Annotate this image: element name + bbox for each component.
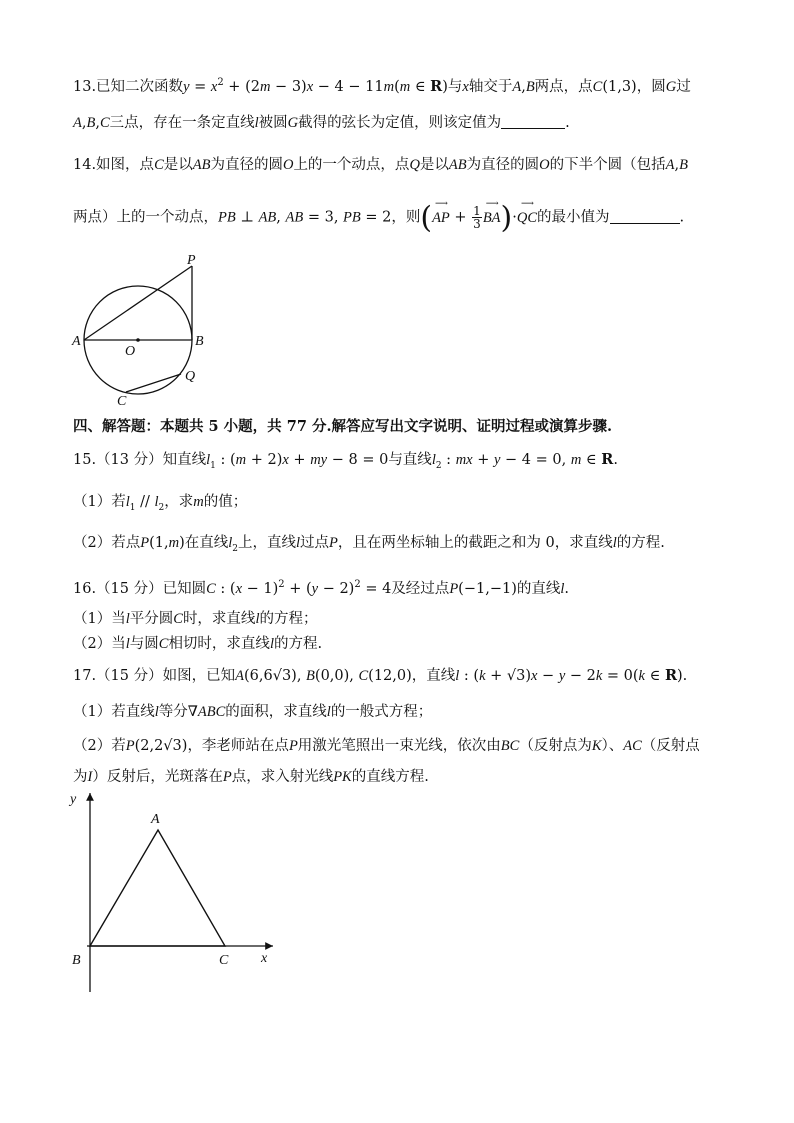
q16-part-1: （1）当l平分圆C时，求直线l的方程； xyxy=(73,611,318,627)
label-c: C xyxy=(219,953,229,968)
q13-function-formula: y xyxy=(183,78,190,95)
label-o: O xyxy=(125,344,136,359)
q13-line-2: A,B,C三点，存在一条定直线l被圆G截得的弦长为定值，则该定值为 . xyxy=(73,115,570,131)
q16-text: 平分圆 xyxy=(129,611,174,627)
q16-text: （2）当 xyxy=(73,636,126,652)
q14-line-1: 14.如图，点C是以AB为直径的圆O上的一个动点，点Q是以AB为直径的圆O的下半个圆（包括A,B xyxy=(73,157,688,173)
q13-text: 三点，存在一条定直线 xyxy=(109,115,255,131)
q14-text: 的最小值为 xyxy=(537,209,610,226)
q16-stem: 16.（15 分）已知圆C : $(x - 1)^2 + (y - 2)^2 = 4$及经过点P(−1,−1)的直线l. xyxy=(73,579,569,597)
q14-text: 是以 xyxy=(163,157,193,173)
q17-text: （反射点为 xyxy=(519,738,592,754)
q17-text: 为 xyxy=(73,769,88,785)
q13-text: . xyxy=(565,115,570,131)
label-x: x xyxy=(261,951,268,966)
q16-text: 的方程； xyxy=(259,611,318,627)
q15-text: 在直线 xyxy=(184,535,229,551)
q13-text: 过 xyxy=(676,78,691,95)
label-b: B xyxy=(72,953,81,968)
q16-text: 及经过点 xyxy=(391,580,450,597)
q13-text: 两点，点 xyxy=(534,78,593,95)
q15-text: . xyxy=(613,452,618,468)
segment-cq xyxy=(126,374,181,392)
label-q: Q xyxy=(185,369,196,384)
q13-text: 轴交于 xyxy=(468,78,513,95)
q17-text: 的直线方程. xyxy=(351,769,429,785)
q15-text: 的方程. xyxy=(616,535,665,551)
q17-text: ，直线 xyxy=(411,668,456,684)
q13-text: 截得的弦长为定值，则该定值为 xyxy=(298,115,502,131)
label-c: C xyxy=(117,394,127,409)
q14-text: 为直径的圆 xyxy=(466,157,540,173)
q17-text: 用激光笔照出一束光线，依次由 xyxy=(297,738,501,754)
label-p: P xyxy=(187,253,196,268)
q16-text: 时，求直线 xyxy=(182,611,256,627)
q17-stem: 17.（15 分）如图，已知A(6,6√3), B(0,0), C(12,0)，直线l : (k + √3)x − y − 2k = 0(k ∈ R). xyxy=(73,667,688,684)
q15-text: （2）若点 xyxy=(73,535,141,551)
label-a: A xyxy=(151,812,160,827)
q14-circle-figure xyxy=(68,250,218,410)
q15-text: （1）若 xyxy=(73,494,126,510)
q14-line-2: 两点）上的一个动点，PB ⊥ AB, AB = 3, PB = 2，则( ⟶ AP + $\frac{1}{3}$ ⟶ BA)· ⟶ QC的最小值为 . xyxy=(73,197,685,236)
q15-text: 过点 xyxy=(300,535,330,551)
label-y: y xyxy=(70,792,77,807)
q15-text: 15.（13 分）知直线 xyxy=(73,452,207,468)
q14-text: . xyxy=(679,209,685,226)
q14-text: 的下半个圆（包括 xyxy=(549,157,666,173)
label-a: A xyxy=(72,334,81,349)
q17-text: （2）若 xyxy=(73,738,126,754)
q15-text: ，求 xyxy=(164,494,194,510)
q16-text: 16.（15 分）已知圆 xyxy=(73,580,207,597)
q13-text: 13.已知二次函数 xyxy=(73,78,184,95)
q15-text: 上，直线 xyxy=(238,535,297,551)
q17-text: （1）若直线 xyxy=(73,704,155,720)
q14-text: 14.如图，点 xyxy=(73,157,155,173)
q17-text: 17.（15 分）如图，已知 xyxy=(73,668,236,684)
q13-text: ，圆 xyxy=(636,78,666,95)
q17-text: ，李老师站在点 xyxy=(187,738,289,754)
q17-text: 等分 xyxy=(158,704,188,720)
q15-part-2: （2）若点P(1,m)在直线$l_2$上，直线l过点P，且在两坐标轴上的截距之和为 0，求直线l的方程. xyxy=(73,535,665,554)
label-b: B xyxy=(195,334,204,349)
segment-ap xyxy=(84,266,192,340)
q17-text: （反射点 xyxy=(641,738,700,754)
q17-part-2: （2）若P(2,2√3)，李老师站在点P用激光笔照出一束光线，依次由BC（反射点为K）、AC（反射点 xyxy=(73,738,700,754)
q16-text: 与圆 xyxy=(129,636,159,652)
q15-stem: 15.（13 分）知直线$l_1$ : (m + 2)x + my − 8 = 0与直线$l_2$ : mx + y − 4 = 0, m ∈ R. xyxy=(73,451,618,471)
q16-text: . xyxy=(564,580,569,597)
q14-text: 上的一个动点，点 xyxy=(293,157,410,173)
q17-text: . xyxy=(682,668,688,684)
q16-text: 相切时，求直线 xyxy=(168,636,270,652)
center-point xyxy=(136,338,140,342)
q15-text: ，且在两坐标轴上的截距之和为 0，求直线 xyxy=(337,535,613,551)
q13-line-1: 13.已知二次函数$y = x^2 + (2m - 3)x - 4 - 11m(m$ ∈ R)与x轴交于A,B两点，点C(1,3)，圆G过 xyxy=(73,77,691,95)
q17-text: ）反射后，光斑落在 xyxy=(92,769,223,785)
q17-text: 点，求入射光线 xyxy=(231,769,334,785)
q14-text: 为直径的圆 xyxy=(210,157,283,173)
section-heading: 四、解答题：本题共 5 小题，共 77 分.解答应写出文字说明、证明过程或演算步骤. xyxy=(73,418,613,435)
q13-text: 被圆 xyxy=(258,115,288,131)
q14-text: 两点）上的一个动点， xyxy=(73,209,218,226)
q16-text: 的方程. xyxy=(273,636,323,652)
q16-text: （1）当 xyxy=(73,611,126,627)
q17-triangle-figure xyxy=(65,787,285,997)
q17-text: ）、 xyxy=(601,738,624,754)
q13-text: 与 xyxy=(447,78,463,95)
q17-part-2-cont: 为I）反射后，光斑落在P点，求入射光线PK的直线方程. xyxy=(73,769,429,785)
q17-text: 的一般式方程； xyxy=(330,704,433,720)
q17-part-1: （1）若直线l等分∇ABC的面积，求直线l的一般式方程； xyxy=(73,704,433,720)
q14-text: 是以 xyxy=(419,157,449,173)
q16-part-2: （2）当l与圆C相切时，求直线l的方程. xyxy=(73,636,323,652)
q16-text: 的直线 xyxy=(516,580,561,597)
q14-text: ，则 xyxy=(391,209,421,226)
q15-text: 的值； xyxy=(203,494,248,510)
q17-text: 的面积，求直线 xyxy=(225,704,327,720)
answer-blank[interactable] xyxy=(610,209,680,224)
q15-part-1: （1）若$l_1 // l_2$，求m的值； xyxy=(73,494,248,513)
q15-text: 与直线 xyxy=(388,452,432,468)
triangle-abc xyxy=(90,830,225,946)
answer-blank[interactable] xyxy=(501,114,565,129)
